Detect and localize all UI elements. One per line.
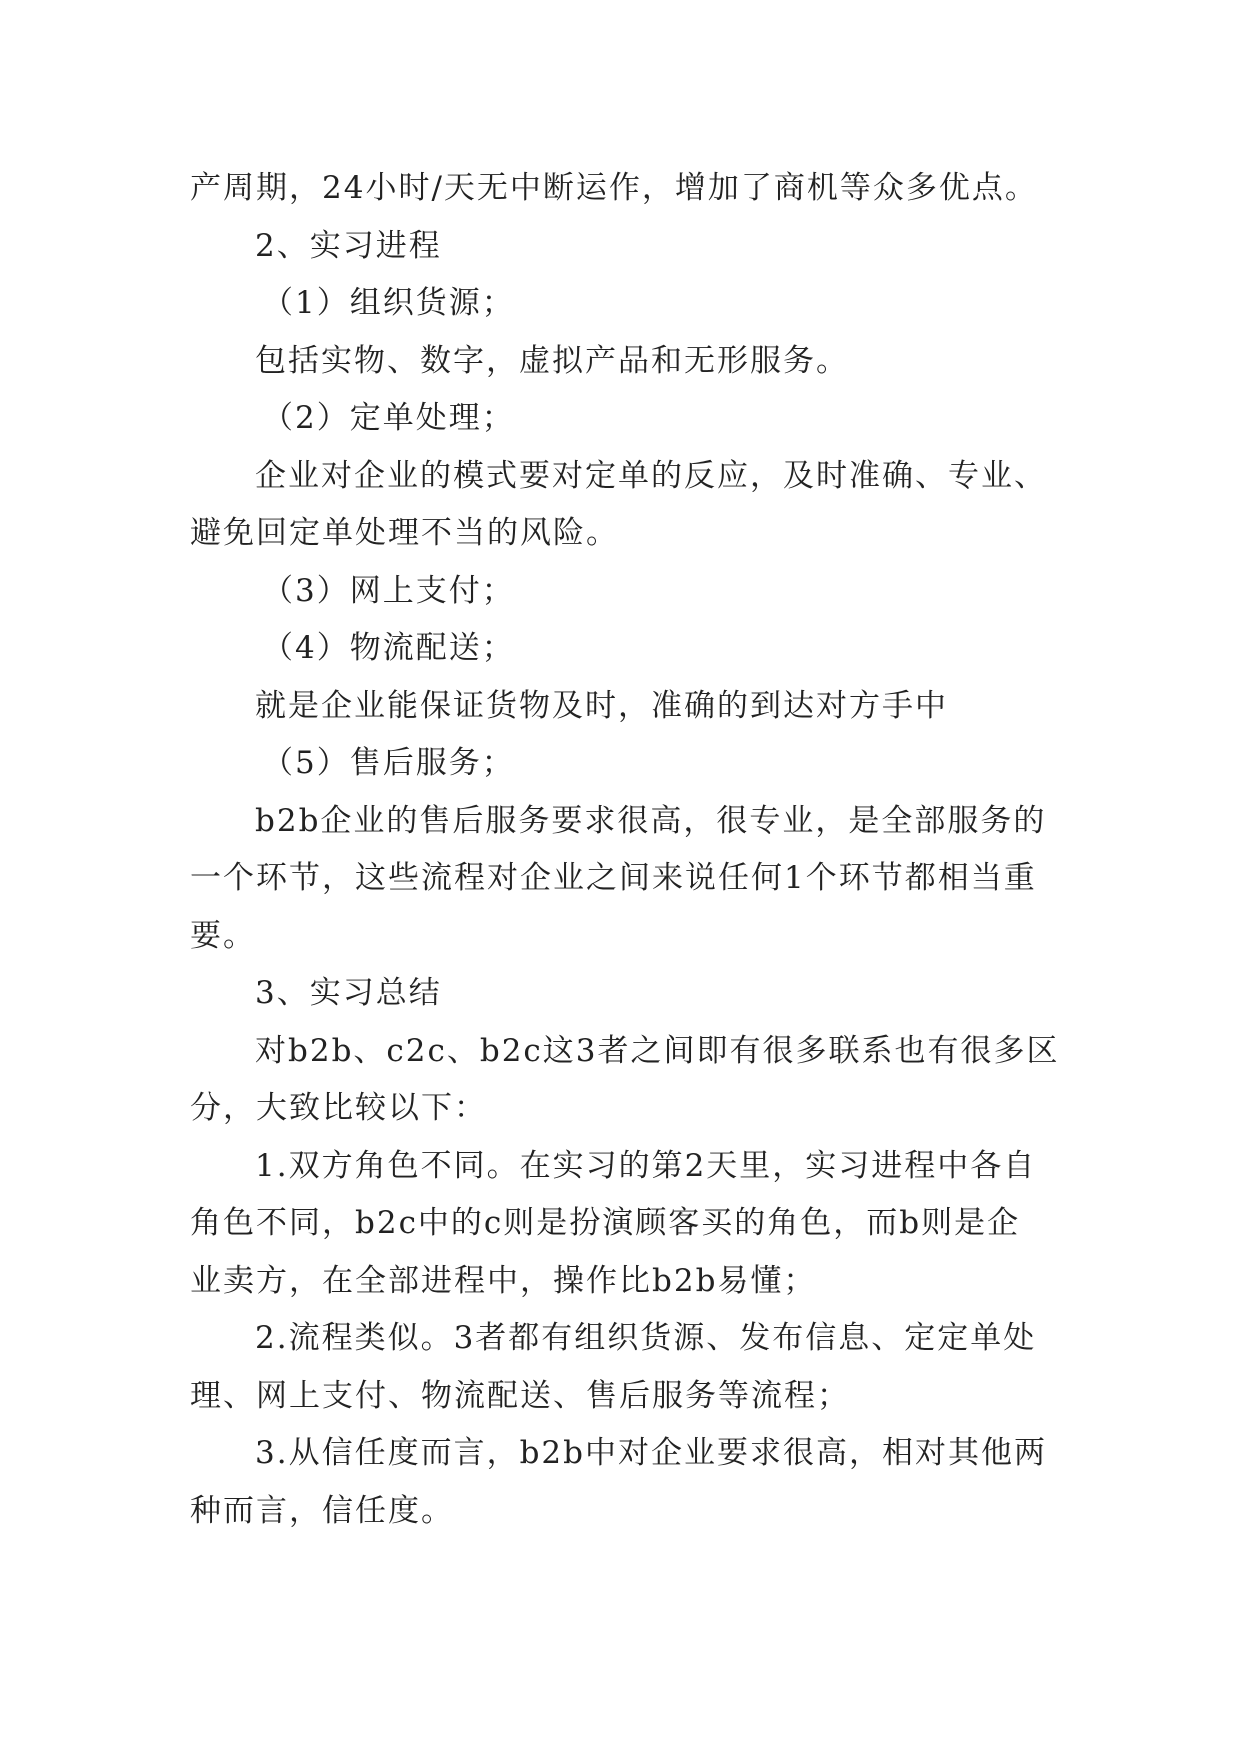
document-body — [190, 160, 1070, 1540]
text-line: 一个环节，这些流程对企业之间来说任何1个环节都相当重 — [190, 860, 1037, 896]
text-line: 3.从信任度而言，b2b中对企业要求很高，相对其他两 — [255, 1435, 1047, 1471]
text-line: 对b2b、c2c、b2c这3者之间即有很多联系也有很多区 — [255, 1032, 1060, 1069]
text-line: 种而言，信任度。 — [190, 1492, 454, 1529]
text-line: 包括实物、数字，虚拟产品和无形服务。 — [255, 342, 849, 379]
text-line: 业卖方，在全部进程中，操作比b2b易懂； — [190, 1262, 817, 1299]
text-line: 就是企业能保证货物及时，准确的到达对方手中 — [255, 687, 948, 724]
text-line: 1.双方角色不同。在实习的第2天里，实习进程中各自 — [255, 1147, 1037, 1184]
text-line: 企业对企业的模式要对定单的反应，及时准确、专业、 — [255, 457, 1047, 494]
text-line: 避免回定单处理不当的风险。 — [190, 515, 619, 551]
text-line: 2、实习进程 — [255, 227, 442, 264]
text-line: （1）组织货源； — [262, 285, 515, 321]
text-line: （5）售后服务； — [262, 745, 515, 781]
text-line: （3）网上支付； — [262, 572, 515, 609]
text-line: 要。 — [190, 917, 256, 954]
text-line: 理、网上支付、物流配送、售后服务等流程； — [190, 1377, 850, 1414]
text-line: （4）物流配送； — [262, 630, 515, 666]
text-line: 3、实习总结 — [255, 975, 442, 1011]
text-line: 分，大致比较以下： — [190, 1090, 487, 1126]
text-line: （2）定单处理； — [262, 400, 515, 436]
text-line: b2b企业的售后服务要求很高，很专业，是全部服务的 — [255, 802, 1047, 839]
text-line: 2.流程类似。3者都有组织货源、发布信息、定定单处 — [255, 1320, 1037, 1356]
text-line: 产周期，24小时/天无中断运作，增加了商机等众多优点。 — [190, 170, 1038, 206]
text-line: 角色不同，b2c中的c则是扮演顾客买的角色，而b则是企 — [190, 1205, 1021, 1241]
